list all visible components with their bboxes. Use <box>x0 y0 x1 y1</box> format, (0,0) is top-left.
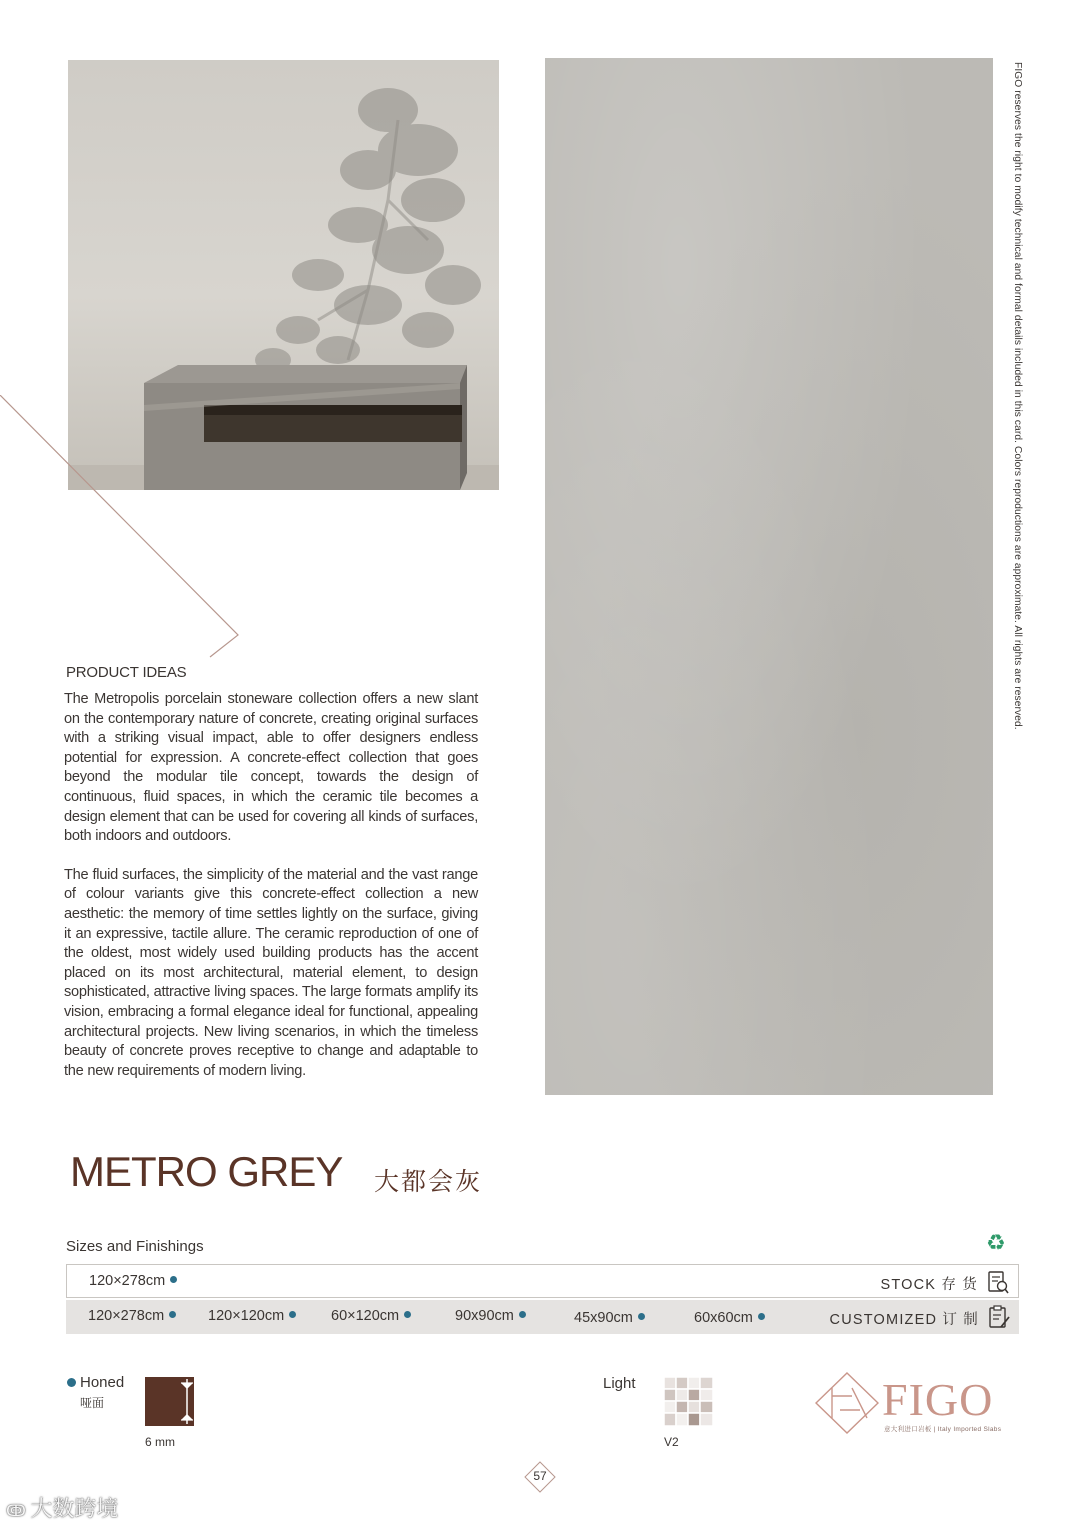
variation-name: Light <box>603 1375 636 1392</box>
size-item <box>88 1308 176 1324</box>
recycle-icon: ♻ <box>986 1230 1006 1255</box>
dot-icon <box>289 1311 296 1318</box>
watermark-text: 大数跨境 <box>30 1496 119 1521</box>
dot-icon <box>519 1311 526 1318</box>
product-name: METRO GREY <box>70 1148 343 1195</box>
decorative-line <box>0 395 245 660</box>
size-label: 120×278cm <box>89 1273 166 1289</box>
honed-dot-icon <box>67 1378 76 1387</box>
stock-label: STOCK 存 货 <box>880 1277 978 1293</box>
dot-icon <box>169 1311 176 1318</box>
finish-name: Honed <box>80 1374 125 1391</box>
dot-icon <box>404 1311 411 1318</box>
variation-code: V2 <box>664 1435 679 1449</box>
disclaimer <box>1009 62 1025 732</box>
watermark <box>6 1492 118 1523</box>
size-label: 120×120cm <box>208 1308 285 1324</box>
size-label: 90x90cm <box>455 1308 514 1324</box>
size-label: 45x90cm <box>574 1310 633 1326</box>
stock-row <box>66 1264 1019 1298</box>
customized-label: CUSTOMIZED 订 制 <box>829 1312 979 1328</box>
customized-row <box>66 1300 1019 1334</box>
thickness-icon <box>145 1377 194 1426</box>
size-item <box>455 1308 526 1324</box>
dot-icon <box>758 1313 765 1320</box>
thickness-label: 6 mm <box>145 1435 175 1449</box>
product-ideas-paragraph: The Metropolis porcelain stoneware collection offers a new slant on the contemporary nature of concrete, creating original surfaces with a striking visual impact, able to offer designers endless potential for expression. A concrete-effect collection that goes beyond the modular tile concept, towards the design of continuous, fluid spaces, in which the ceramic tile becomes a design element that can be used for covering all kinds of surfaces, both indoors and outdoors. <box>64 691 478 845</box>
size-item <box>331 1308 411 1324</box>
size-item <box>694 1310 765 1326</box>
size-label: 60×120cm <box>331 1308 400 1324</box>
customized-icon <box>987 1304 1011 1330</box>
dot-icon <box>170 1276 177 1283</box>
size-item <box>89 1273 177 1289</box>
dot-icon <box>638 1313 645 1320</box>
product-name-cn: 大都会灰 <box>374 1168 483 1196</box>
page-number: 57 <box>533 1469 547 1483</box>
disclaimer-text: FIGO reserves the right to modify technical and formal details included in this card. Colors reproductions are approximate. All rights are reserved. <box>1012 62 1023 730</box>
size-label: 60x60cm <box>694 1310 753 1326</box>
watermark-icon: ↂ <box>6 1503 31 1520</box>
product-ideas-body <box>64 690 478 1100</box>
product-ideas-title: PRODUCT IDEAS <box>66 664 187 681</box>
size-item <box>208 1308 296 1324</box>
variation-icon <box>664 1377 713 1426</box>
logo-text: FIGO <box>882 1374 994 1425</box>
logo-subtitle: 意大利进口岩板 | Italy Imported Slabs <box>884 1426 1002 1433</box>
size-item <box>574 1310 645 1326</box>
product-ideas-paragraph: The fluid surfaces, the simplicity of the material and the vast range of colour variants give this concrete-effect collection a new aesthetic: the memory of time settles lightly on the surface, giving it an expressive, tactile allure. The ceramic reproduction of one of the oldest, most widely used building products has the accent placed on its most architectural, material element, to design sophisticated, attractive living spaces. The large formats amplify its vision, embracing a formal elegance ideal for functional, appealing architectural projects. New living scenarios, in which the timeless beauty of concrete proves receptive to change and adaptable to the new requirements of modern living. <box>64 866 478 1079</box>
finish-name-cn: 哑面 <box>80 1396 105 1410</box>
sizes-title: Sizes and Finishings <box>66 1238 204 1255</box>
size-label: 120×278cm <box>88 1308 165 1324</box>
slab-sample <box>545 58 993 1095</box>
stock-icon <box>986 1269 1010 1295</box>
